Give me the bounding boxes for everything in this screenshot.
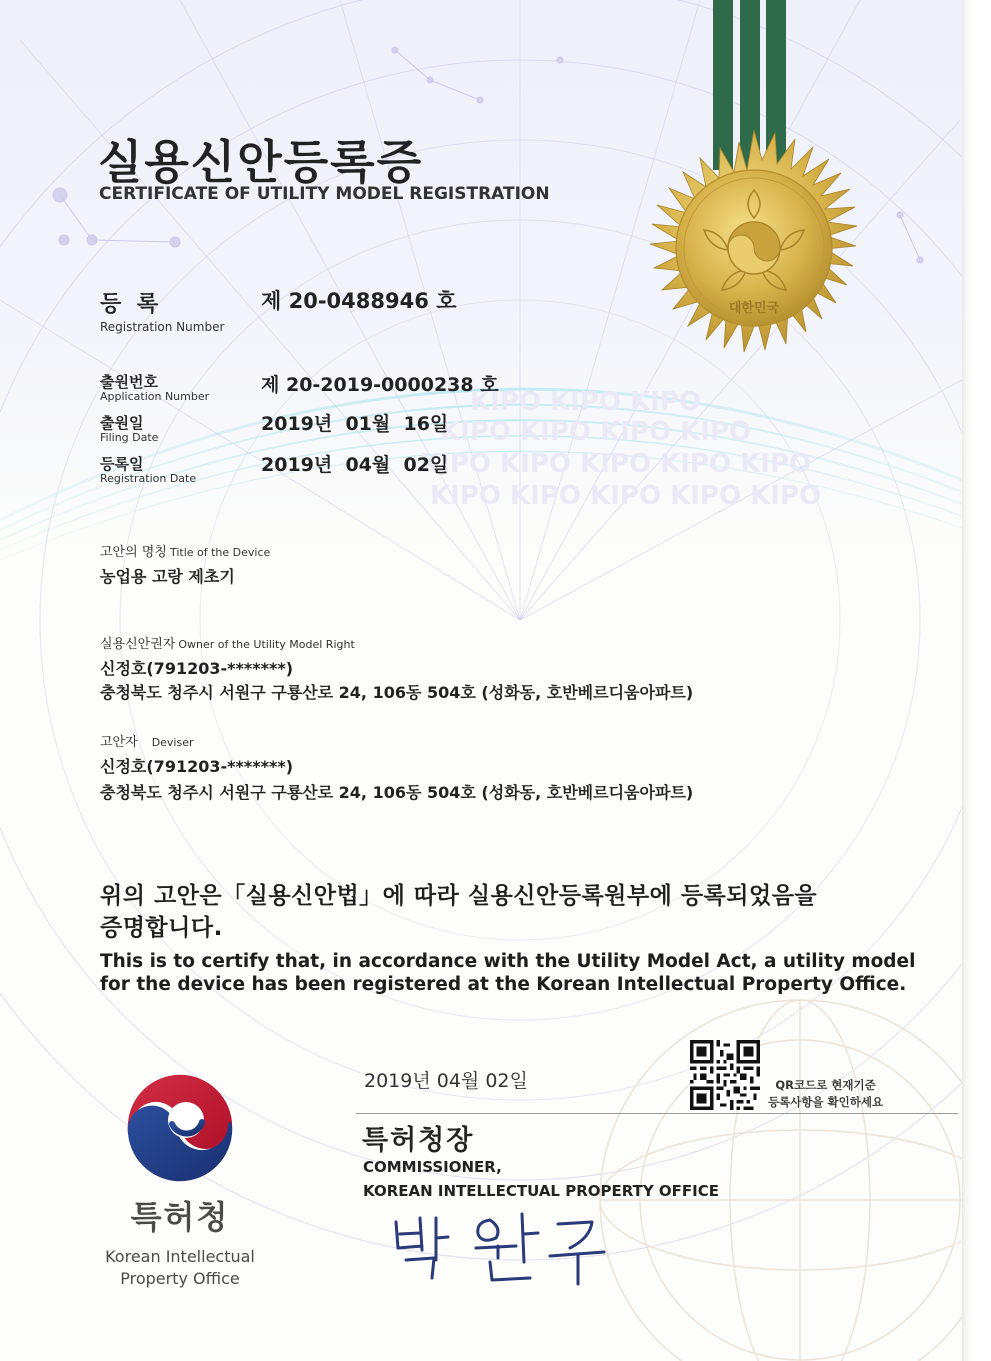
owner-label-ko: 실용신안권자 (100, 637, 176, 652)
commissioner-en-line: COMMISSIONER, (363, 1158, 502, 1176)
deviser-label-ko: 고안자 (100, 735, 138, 750)
seal-text: 대한민국 (728, 301, 780, 316)
application-label: 출원번호 (100, 373, 158, 391)
owner-label (100, 633, 355, 652)
deviser-name: 신정호(791203-*******) (100, 757, 294, 776)
qr-instruction-line: 등록사항을 확인하세요 (768, 1095, 884, 1109)
deviser-label-en: Deviser (151, 736, 194, 749)
office-name-en-line: Korean Intellectual (105, 1247, 255, 1266)
commissioner-title-en (363, 1155, 719, 1203)
device-title-label (100, 541, 270, 560)
office-name-en-line: Property Office (120, 1269, 240, 1288)
owner-address: 충청북도 청주시 서원구 구룡산로 24, 106동 504호 (성화동, 호반베르디움아파트) (100, 683, 694, 702)
registration-number: 제 20-0488946 호 (261, 289, 457, 313)
filing-date-label: 출원일 (100, 414, 144, 432)
owner-name: 신정호(791203-*******) (100, 659, 294, 678)
certification-en-line: for the device has been registered at the Korean Intellectual Property Office. (100, 974, 907, 995)
commissioner-en-line: KOREAN INTELLECTUAL PROPERTY OFFICE (363, 1182, 720, 1200)
svg-text:KIPO KIPO KIPO KIPO: KIPO KIPO KIPO KIPO (440, 417, 752, 447)
office-name-en (96, 1246, 264, 1290)
filing-date: 2019년 01월 16일 (261, 413, 449, 435)
registration-label-en: Registration Number (100, 320, 225, 334)
page-edge (962, 0, 991, 1361)
certification-en-line: This is to certify that, in accordance with the Utility Model Act, a utility model (100, 951, 916, 972)
filing-date-label-en: Filing Date (100, 431, 159, 444)
certification-ko-line: 증명합니다. (100, 915, 223, 941)
certification-statement-ko (100, 880, 817, 944)
application-number: 제 20-2019-0000238 호 (261, 374, 499, 396)
qr-code-icon[interactable] (690, 1040, 760, 1110)
certification-statement-en (100, 950, 915, 996)
gold-seal-icon (636, 130, 872, 366)
certificate-subtitle: CERTIFICATE OF UTILITY MODEL REGISTRATION (99, 184, 550, 204)
registration-label: 등 록 (100, 292, 163, 317)
device-title: 농업용 고랑 제초기 (100, 567, 235, 586)
svg-text:KIPO KIPO KIPO: KIPO KIPO KIPO (470, 387, 702, 417)
certificate-title: 실용신안등록증 (98, 135, 424, 189)
registration-date: 2019년 04월 02일 (261, 454, 449, 476)
application-label-en: Application Number (100, 390, 210, 403)
qr-instruction (768, 1077, 883, 1111)
signature-icon (380, 1200, 640, 1290)
registration-date-label: 등록일 (100, 455, 144, 473)
certification-ko-line: 위의 고안은「실용신안법」에 따라 실용신안등록원부에 등록되었음을 (100, 883, 818, 909)
issue-date: 2019년 04월 02일 (364, 1070, 528, 1092)
office-name-ko: 특허청 (130, 1198, 230, 1236)
commissioner-title-ko: 특허청장 (362, 1125, 475, 1156)
deviser-label (100, 731, 194, 750)
owner-label-en: Owner of the Utility Model Right (178, 638, 355, 651)
device-title-label-ko: 고안의 명칭 (100, 545, 167, 560)
device-title-label-en: Title of the Device (169, 546, 271, 559)
kipo-logo-icon (120, 1062, 240, 1182)
registration-date-label-en: Registration Date (100, 472, 197, 485)
svg-text:KIPO KIPO KIPO KIPO KIPO: KIPO KIPO KIPO KIPO KIPO (420, 449, 812, 479)
qr-instruction-line: QR코드로 현재기준 (775, 1078, 876, 1092)
deviser-address: 충청북도 청주시 서원구 구룡산로 24, 106동 504호 (성화동, 호반베르디움아파트) (100, 783, 694, 802)
svg-text:KIPO KIPO KIPO KIPO KIPO: KIPO KIPO KIPO KIPO KIPO (430, 481, 822, 511)
signature-divider (356, 1113, 958, 1114)
